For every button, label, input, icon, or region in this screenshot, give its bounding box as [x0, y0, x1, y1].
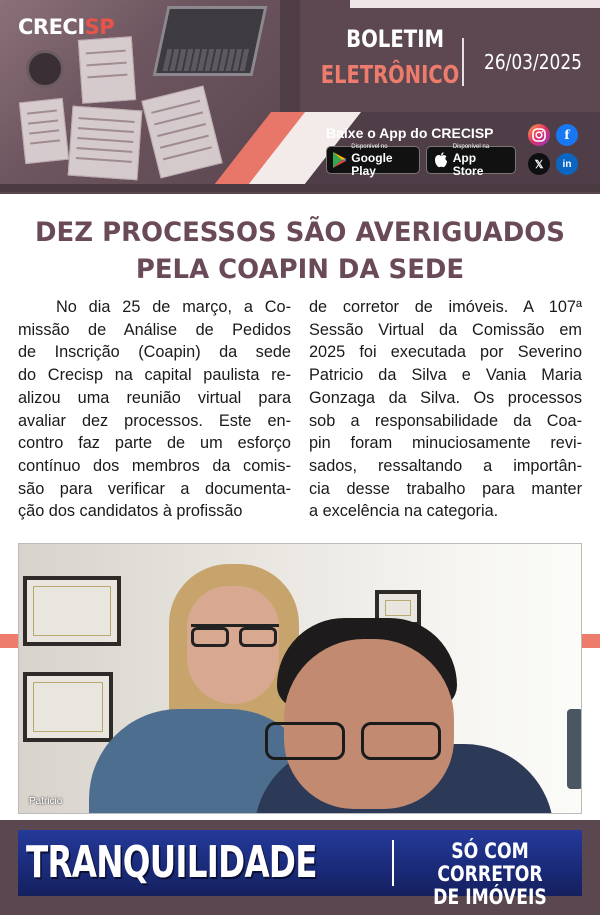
apple-icon — [433, 152, 449, 168]
header — [0, 0, 600, 192]
article-line: a excelência na categoria. — [309, 502, 499, 521]
article-line: Patricio da Silva e Vania Maria — [309, 366, 582, 385]
article-line: pin foram minuciosamente revi- — [309, 434, 582, 453]
article-headline: DEZ PROCESSOS SÃO AVERIGUADOS PELA COAPIN DA SEDE — [35, 217, 565, 285]
article-line: 2025 foi executada por Severino — [309, 343, 582, 362]
linkedin-icon[interactable]: in — [556, 153, 578, 175]
article-line: ção dos candidatos à profissão — [18, 502, 243, 521]
article-line: Sessão Virtual da Comissão em — [309, 320, 582, 339]
article-line: alizou uma reunião virtual para — [18, 388, 291, 407]
article-line: de corretor de imóveis. A 107ª — [309, 298, 582, 316]
bulletin-title: BOLETIM — [346, 25, 445, 53]
article-line: são para verificar a documenta- — [18, 479, 291, 498]
article-line: do Crecisp na capital paulista re- — [18, 366, 291, 385]
x-twitter-icon[interactable]: 𝕏 — [528, 153, 550, 175]
article-column-left — [18, 296, 291, 523]
participant-name: Patricio — [29, 796, 63, 807]
article-column-right — [309, 296, 582, 523]
crecisp-logo[interactable]: CRECISP — [18, 15, 115, 39]
google-play-icon — [333, 152, 347, 168]
article-line: de Inscrição (Coapin) da sede — [18, 343, 291, 362]
article-line: sob a responsabilidade da Coa- — [309, 411, 582, 430]
header-divider — [462, 38, 464, 86]
article-line: cia desse trabalho para manter — [309, 479, 582, 498]
meeting-photo — [18, 543, 582, 814]
article-line: No dia 25 de março, a Co- — [56, 298, 291, 316]
promo-banner[interactable] — [18, 830, 582, 909]
instagram-icon[interactable] — [528, 124, 550, 146]
article-line: missão de Análise de Pedidos — [18, 320, 291, 339]
banner-tagline: SÓ COM CORRETOR DE IMÓVEIS — [433, 839, 547, 909]
app-download-cta: Baixe o App do CRECISP — [326, 125, 494, 141]
article-line: contínuo dos membros da comis- — [18, 456, 291, 475]
bulletin-date: 26/03/2025 — [484, 50, 582, 74]
banner-headline: TRANQUILIDADE — [26, 837, 317, 888]
article-line: contro faz parte de um esforço — [18, 434, 291, 453]
facebook-icon[interactable]: f — [556, 124, 578, 146]
google-play-button[interactable]: Disponível no Google Play — [326, 146, 420, 174]
article-line: avaliar dez processos. Este en- — [18, 411, 291, 430]
bulletin-subtitle: ELETRÔNICO — [320, 60, 460, 89]
article-line: Gonzaga da Silva. Os processos — [309, 388, 582, 407]
article-line: sados, ressaltando a importân- — [309, 456, 582, 475]
app-store-button[interactable]: Disponível na App Store — [426, 146, 516, 174]
